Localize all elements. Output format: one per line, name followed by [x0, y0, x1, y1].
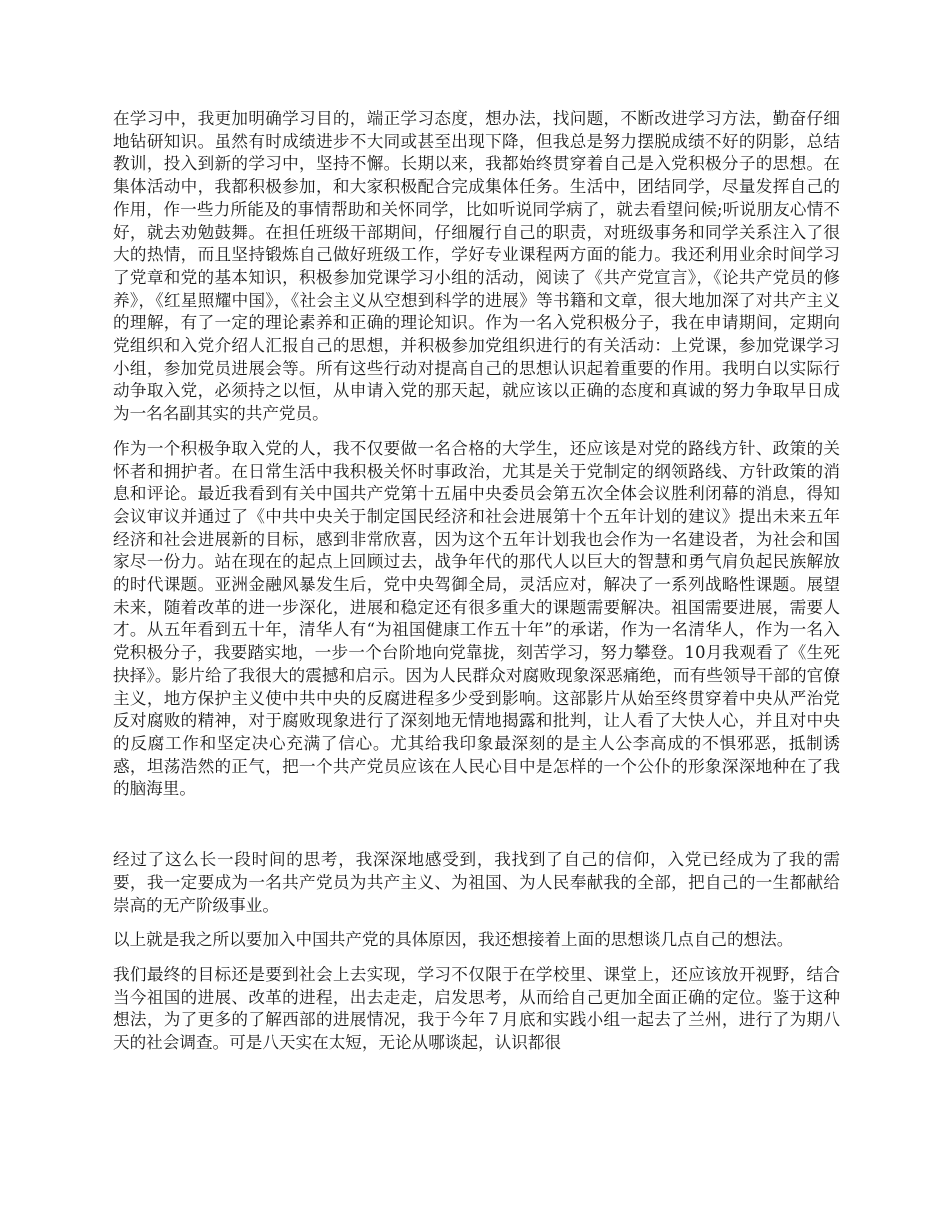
- document-body: [113, 108, 840, 1067]
- paragraph-social-practice: 我们最终的目标还是要到社会上去实现，学习不仅限于在学校里、课堂上，还应该放开视野，结合当今祖国的进展、改革的进程，出去走走，启发思考，从而给自己更加全面正确的定位。鉴于这种想法，为了更多的了解西部的进展情况，我于今年７月底和实践小组一起去了兰州，进行了为期八天的社会调查。可是八天实在太短，无论从哪谈起，认识都很: [113, 964, 840, 1053]
- paragraph-belief: 经过了这么长一段时间的思考，我深深地感受到，我找到了自己的信仰，入党已经成为了我的需要，我一定要成为一名共产党员为共产主义、为祖国、为人民奉献我的全部，把自己的一生都献给崇高的无产阶级事业。: [113, 850, 840, 915]
- paragraph-party-policy-concern: 作为一个积极争取入党的人，我不仅要做一名合格的大学生，还应该是对党的路线方针、政策的关怀者和拥护者。在日常生活中我积极关怀时事政治，尤其是关于党制定的纲领路线、方针政策的消息和评论。最近我看到有关中国共产党第十五届中央委员会第五次全体会议胜利闭幕的消息，得知会议审议并通过了《中共中央关于制定国民经济和社会进展第十个五年计划的建议》提出未来五年经济和社会进展新的目标，感到非常欣喜，因为这个五年计划我也会作为一名建设者，为社会和国家尽一份力。站在现在的起点上回顾过去，战争年代的那代人以巨大的智慧和勇气肩负起民族解放的时代课题。亚洲金融风暴发生后，党中央驾御全局，灵活应对，解决了一系列战略性课题。展望未来，随着改革的进一步深化，进展和稳定还有很多重大的课题需要解决。祖国需要进展，需要人才。从五年看到五十年，清华人有“为祖国健康工作五十年”的承诺，作为一名清华人，作为一名入党积极分子，我要踏实地，一步一个台阶地向党靠拢，刻苦学习，努力攀登。10月我观看了《生死抉择》。影片给了我很大的震撼和启示。因为人民群众对腐败现象深恶痛绝，而有些领导干部的官僚主义，地方保护主义使中共中央的反腐进程多少受到影响。这部影片从始至终贯穿着中央从严治党反对腐败的精神，对于腐败现象进行了深刻地无情地揭露和批判，让人看了大快人心，并且对中央的反腐工作和坚定决心充满了信心。尤其给我印象最深刻的是主人公李高成的不惧邪恶，抵制诱惑，坦荡浩然的正气，把一个共产党员应该在人民心目中是怎样的一个公仆的形象深深地种在了我的脑海里。: [113, 438, 840, 799]
- paragraph-study-and-activities: 在学习中，我更加明确学习目的，端正学习态度，想办法，找问题，不断改进学习方法，勤奋仔细地钻研知识。虽然有时成绩进步不大同或甚至出现下降，但我总是努力摆脱成绩不好的阴影，总结教训，投入到新的学习中，坚持不懈。长期以来，我都始终贯穿着自己是入党积极分子的思想。在集体活动中，我都积极参加，和大家积极配合完成集体任务。生活中，团结同学，尽量发挥自己的作用，作一些力所能及的事情帮助和关怀同学，比如听说同学病了，就去看望问候;听说朋友心情不好，就去劝勉鼓舞。在担任班级干部期间，仔细履行自己的职责，对班级事务和同学关系注入了很大的热情，而且坚持锻炼自己做好班级工作，学好专业课程两方面的能力。我还利用业余时间学习了党章和党的基本知识，积极参加党课学习小组的活动，阅读了《共产党宣言》，《论共产党员的修养》，《红星照耀中国》，《社会主义从空想到科学的进展》等书籍和文章，很大地加深了对共产主义的理解，有了一定的理论素养和正确的理论知识。作为一名入党积极分子，我在申请期间，定期向党组织和入党介绍人汇报自己的思想，并积极参加党组织进行的有关活动：上党课，参加党课学习小组，参加党员进展会等。所有这些行动对提高自己的思想认识起着重要的作用。我明白以实际行动争取入党，必须持之以恒，从申请入党的那天起，就应该以正确的态度和真诚的努力争取早日成为一名名副其实的共产党员。: [113, 109, 840, 424]
- paragraph-gap: [113, 813, 840, 849]
- paragraph-transition: 以上就是我之所以要加入中国共产党的具体原因，我还想接着上面的思想谈几点自己的想法。: [113, 930, 794, 950]
